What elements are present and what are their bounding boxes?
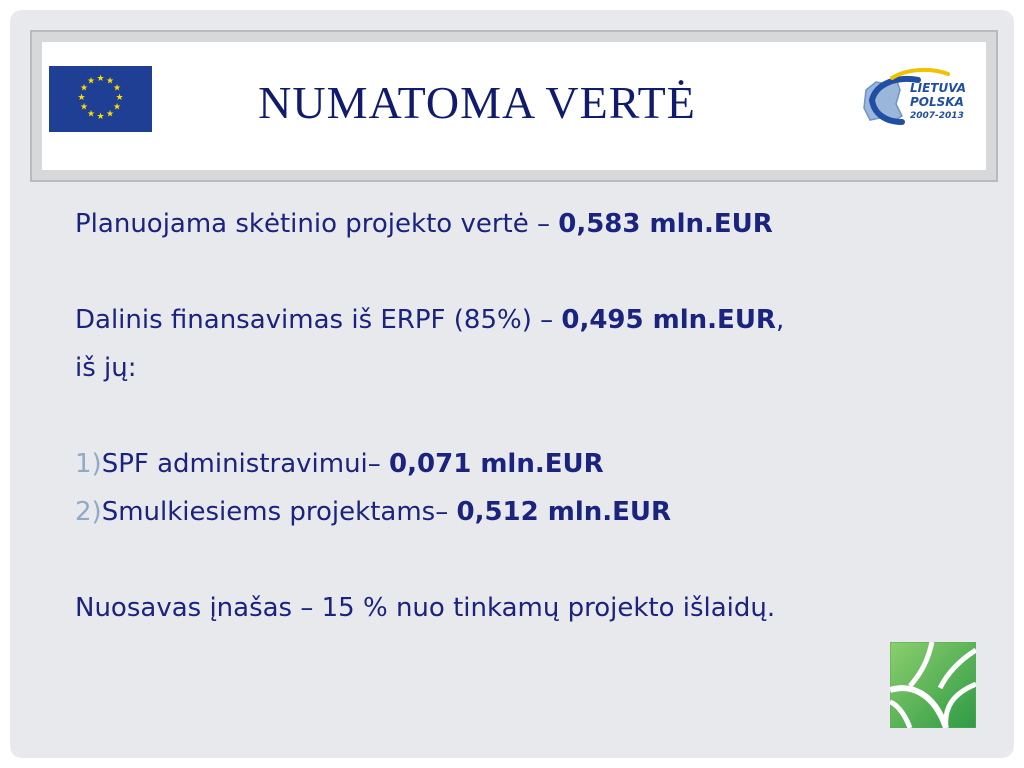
logo-text-years: 2007-2013 <box>910 111 964 121</box>
list-item-1: 1)SPF administravimui– 0,071 mln.EUR <box>75 449 604 479</box>
svg-text:★: ★ <box>79 102 89 113</box>
svg-text:★: ★ <box>77 93 86 103</box>
logo-text-polska: POLSKA <box>910 95 964 109</box>
svg-text:★: ★ <box>79 83 89 94</box>
green-leaf-logo <box>890 642 976 728</box>
title-frame <box>30 30 998 182</box>
svg-text:★: ★ <box>112 102 122 113</box>
eu-flag-icon <box>49 66 152 132</box>
slide-body <box>75 200 975 632</box>
svg-text:★: ★ <box>86 76 96 87</box>
financing-line: Dalinis finansavimas iš ERPF (85%) – 0,495 mln.EUR, <box>75 305 785 335</box>
slide <box>10 10 1014 758</box>
svg-text:★: ★ <box>96 112 105 122</box>
lietuva-polska-logo <box>852 60 977 140</box>
of-which-line: iš jų: <box>75 353 137 383</box>
svg-text:★: ★ <box>96 74 105 84</box>
financing-value: 0,495 mln.EUR <box>561 305 776 335</box>
svg-text:★: ★ <box>115 93 124 103</box>
list-item-2: 2)Smulkiesiems projektams– 0,512 mln.EUR <box>75 497 672 527</box>
svg-text:★: ★ <box>105 109 115 120</box>
slide-title: NUMATOMA VERTĖ <box>258 77 696 128</box>
svg-text:★: ★ <box>105 76 115 87</box>
list-number-1: 1) <box>75 449 102 479</box>
item2-value: 0,512 mln.EUR <box>456 497 672 527</box>
item1-value: 0,071 mln.EUR <box>389 449 604 479</box>
planned-value-line: Planuojama skėtinio projekto vertė – 0,583 mln.EUR <box>75 209 773 239</box>
planned-value: 0,583 mln.EUR <box>558 209 773 239</box>
svg-text:★: ★ <box>112 83 122 94</box>
own-contribution-line: Nuosavas įnašas – 15 % nuo tinkamų projekto išlaidų. <box>75 593 776 623</box>
svg-text:★: ★ <box>86 109 96 120</box>
logo-text-lietuva: LIETUVA <box>910 81 966 95</box>
list-number-2: 2) <box>75 497 102 527</box>
title-banner <box>42 42 986 170</box>
